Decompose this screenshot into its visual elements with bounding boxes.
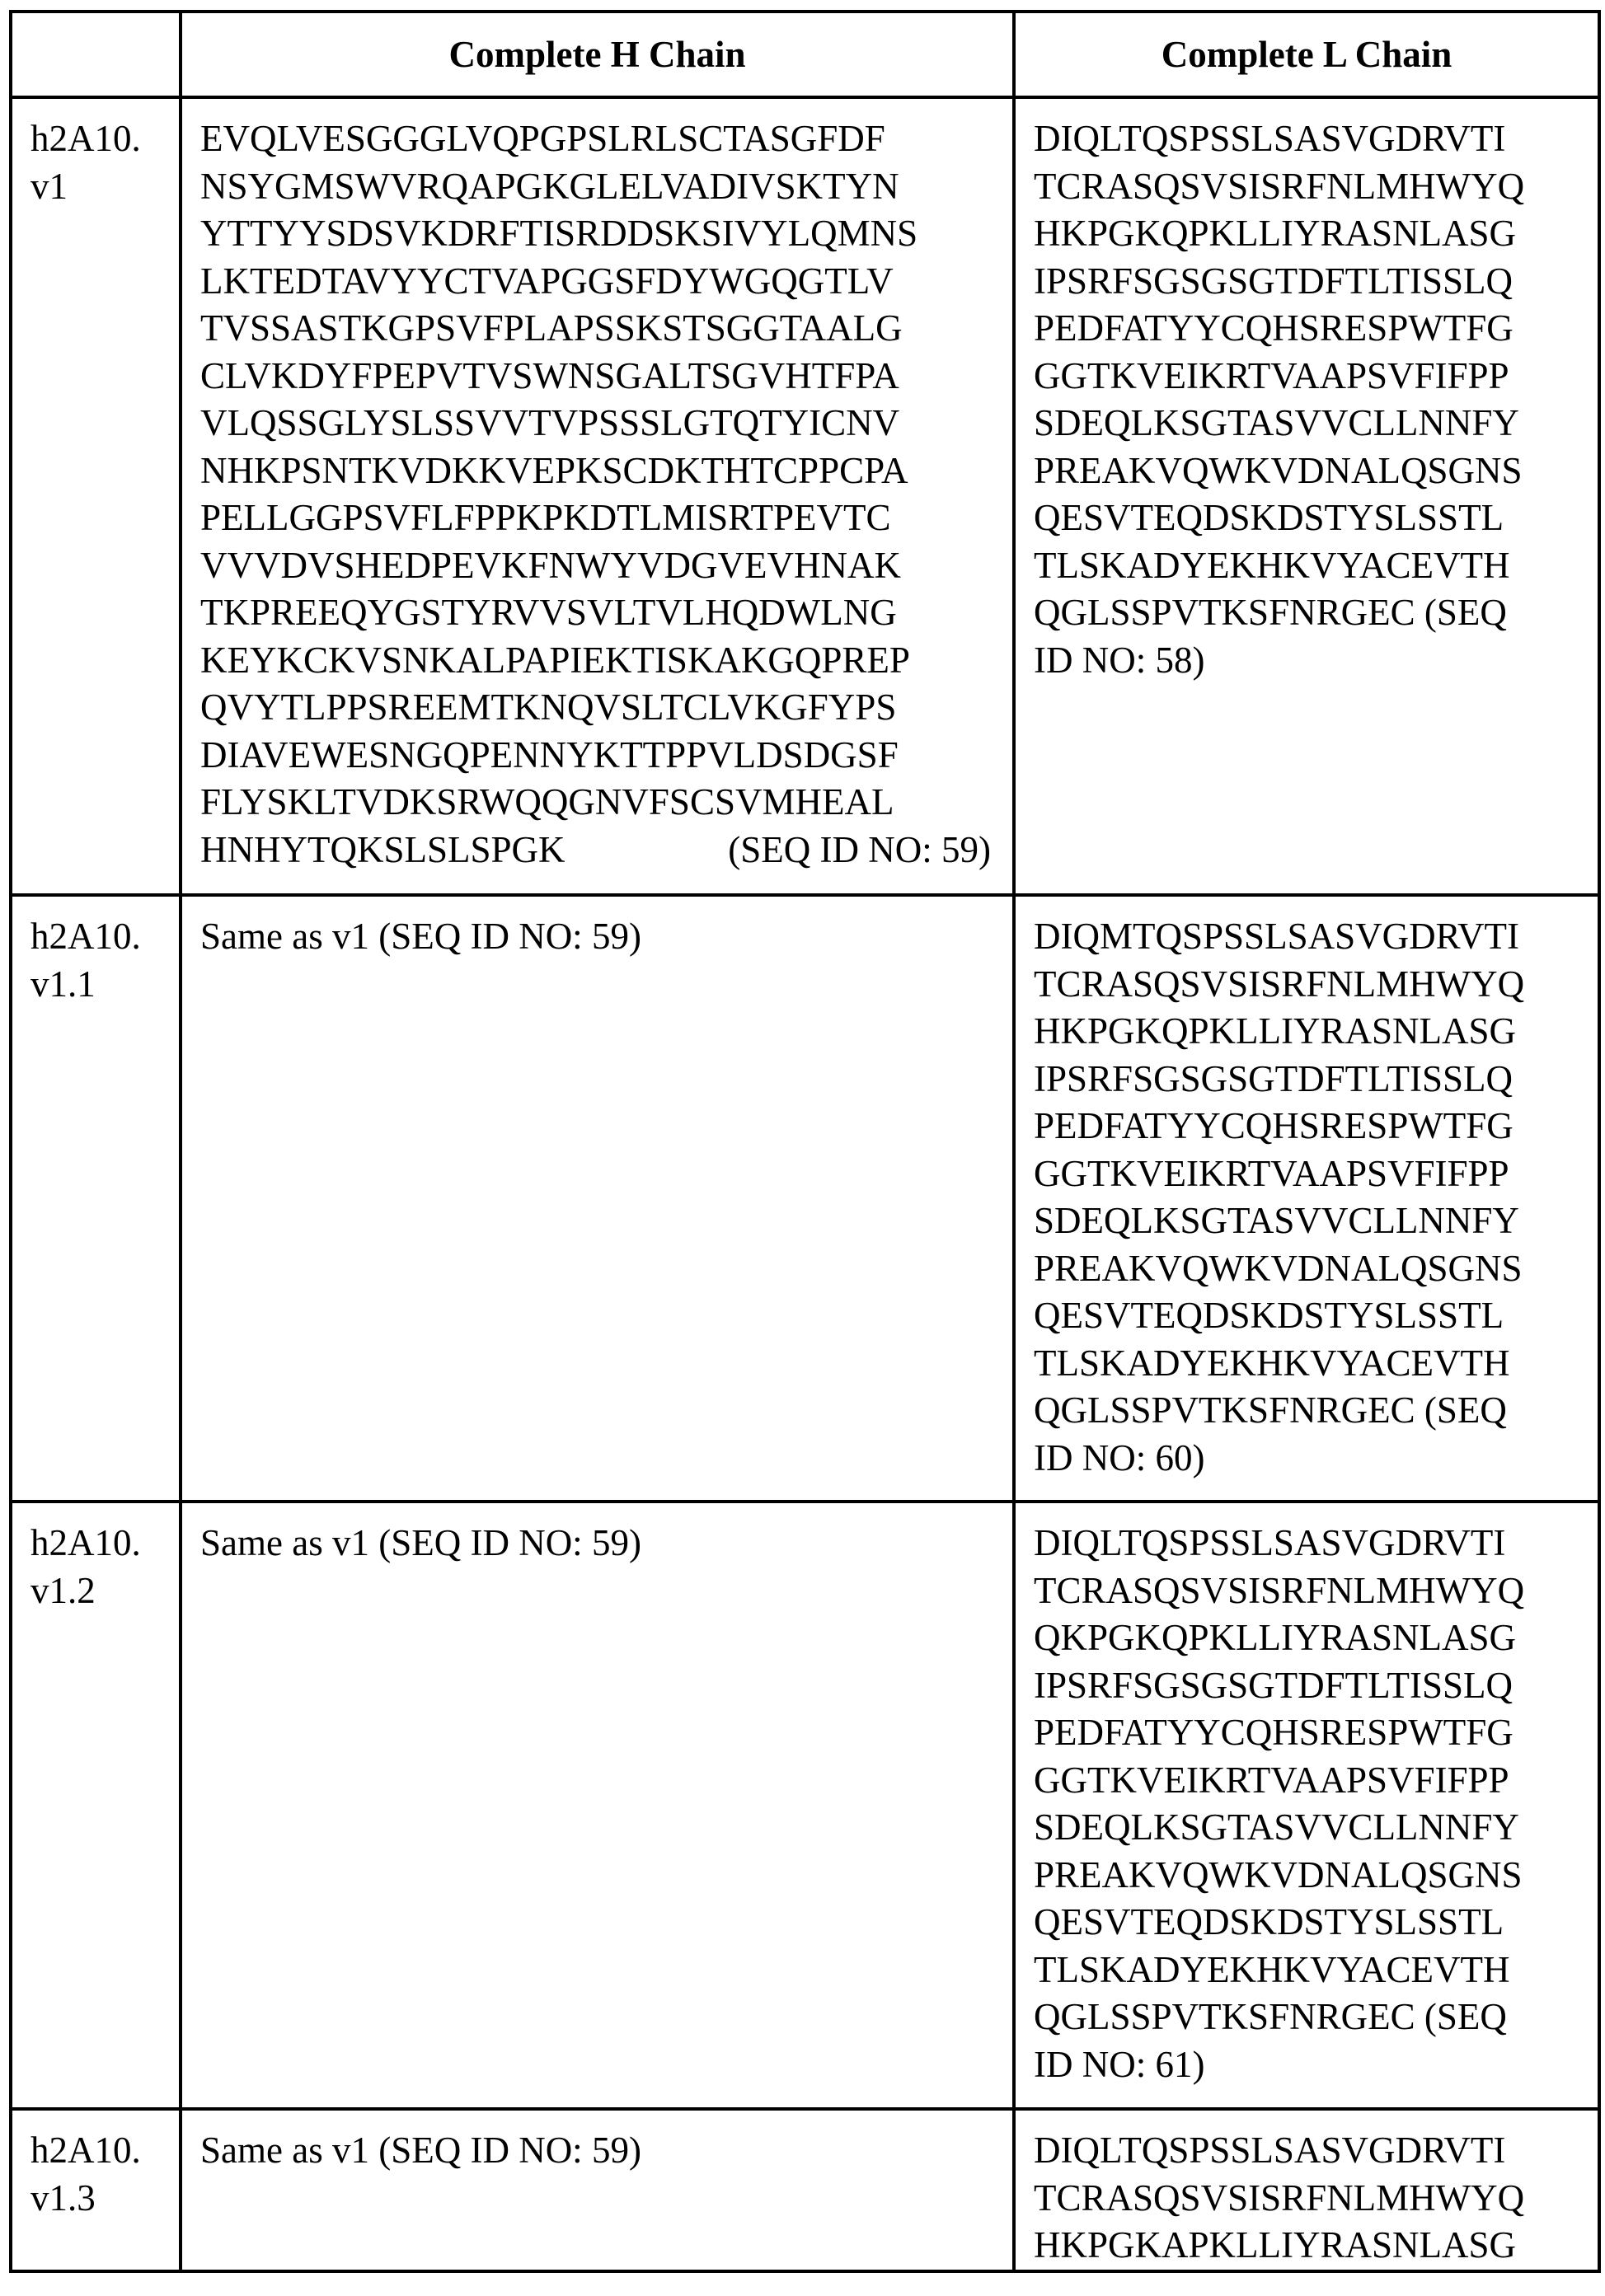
variant-label: v1.1 [31,963,96,1005]
sequence-line: PEDFATYYCQHSRESPWTFG [1034,1712,1513,1753]
sequence-line: TCRASQSVSISRFNLMHWYQ [1034,165,1525,207]
sequence-line: NSYGMSWVRQAPGKGLELVADIVSKTYN [200,165,899,207]
l-chain-cell [1014,1502,1599,2109]
sequence-line: IPSRFSGSGSGTDFTLTISSLQ [1034,260,1513,302]
sequence-last-line [200,827,996,874]
sequence-line: TCRASQSVSISRFNLMHWYQ [1034,1569,1525,1611]
l-chain-cell [1014,2109,1599,2271]
sequence-line: TLSKADYEKHKVYACEVTH [1034,1342,1510,1384]
sequence-line: QGLSSPVTKSFNRGEC (SEQ [1034,1996,1507,2037]
sequence-line: HKPGKQPKLLIYRASNLASG [1034,213,1517,254]
sequence-line: LKTEDTAVYYCTVAPGGSFDYWGQGTLV [200,260,894,302]
h-chain-cell [181,2109,1014,2271]
variant-label: h2A10. [31,1522,141,1563]
sequence-line: TCRASQSVSISRFNLMHWYQ [1034,2177,1525,2219]
sequence-line: DIQMTQSPSSLSASVGDRVTI [1034,916,1519,957]
sequence-line: HKPGKQPKLLIYRASNLASG [1034,1010,1517,1052]
sequence-line: QESVTEQDSKDSTYSLSSTL [1034,1295,1504,1336]
sequence-line: ID NO: 58) [1034,639,1205,681]
sequence-line: TLSKADYEKHKVYACEVTH [1034,544,1510,586]
sequence-line: PELLGGPSVFLFPPKPKDTLMISRTPEVTC [200,497,891,538]
sequence-line: QESVTEQDSKDSTYSLSSTL [1034,1901,1504,1942]
sequence-line: QGLSSPVTKSFNRGEC (SEQ [1034,1389,1507,1431]
sequence-line: FLYSKLTVDKSRWQQGNVFSCSVMHEAL [200,781,894,822]
sequence-line: GGTKVEIKRTVAAPSVFIFPP [1034,1152,1509,1194]
sequence-line: TVSSASTKGPSVFPLAPSSKSTSGGTAALG [200,307,903,349]
variant-cell [11,97,181,895]
sequence-line: TCRASQSVSISRFNLMHWYQ [1034,963,1525,1005]
sequence-line: CLVKDYFPEPVTVSWNSGALTSGVHTFPA [200,354,899,396]
sequence-line: PREAKVQWKVDNALQSGNS [1034,1247,1523,1289]
sequence-line: YTTYYSDSVKDRFTISRDDSKSIVYLQMNS [200,213,918,254]
variant-label: v1 [31,165,68,207]
table-row-v1-3 [11,2109,1599,2271]
sequence-line: DIQLTQSPSSLSASVGDRVTI [1034,118,1506,159]
sequence-line: QESVTEQDSKDSTYSLSSTL [1034,497,1504,538]
variant-label: v1.2 [31,1569,96,1611]
variant-cell [11,1502,181,2109]
sequence-line: QKPGKQPKLLIYRASNLASG [1034,1617,1517,1658]
variant-label: h2A10. [31,916,141,957]
sequence-line: SDEQLKSGTASVVCLLNNFY [1034,1200,1519,1241]
sequence-line: GGTKVEIKRTVAAPSVFIFPP [1034,354,1509,396]
variant-label: h2A10. [31,118,141,159]
sequence-line: GGTKVEIKRTVAAPSVFIFPP [1034,1759,1509,1801]
sequence-line: DIQLTQSPSSLSASVGDRVTI [1034,1522,1506,1563]
sequence-line: QVYTLPPSREEMTKNQVSLTCLVKGFYPS [200,686,897,728]
table-row-v1-2 [11,1502,1599,2109]
header-row [11,12,1599,97]
seq-id-label: (SEQ ID NO: 59) [728,828,991,870]
same-as-note: Same as v1 (SEQ ID NO: 59) [200,1522,641,1563]
header-h-chain: Complete H Chain [181,12,1014,97]
sequence-line: IPSRFSGSGSGTDFTLTISSLQ [1034,1664,1513,1706]
h-chain-cell [181,97,1014,895]
sequence-table [9,10,1601,2273]
sequence-line: QGLSSPVTKSFNRGEC (SEQ [1034,592,1507,633]
sequence-line: IPSRFSGSGSGTDFTLTISSLQ [1034,1057,1513,1099]
h-chain-cell [181,1502,1014,2109]
sequence-line: KEYKCKVSNKALPAPIEKTISKAKGQPREP [200,639,910,681]
same-as-note: Same as v1 (SEQ ID NO: 59) [200,916,641,957]
header-variant [11,12,181,97]
sequence-line: PREAKVQWKVDNALQSGNS [1034,449,1523,491]
variant-cell [11,895,181,1502]
l-chain-cell [1014,895,1599,1502]
l-chain-cell [1014,97,1599,895]
h-chain-cell [181,895,1014,1502]
sequence-line: EVQLVESGGGLVQPGPSLRLSCTASGFDF [200,118,885,159]
variant-label: h2A10. [31,2130,141,2171]
same-as-note: Same as v1 (SEQ ID NO: 59) [200,2130,641,2171]
sequence-line: VLQSSGLYSLSSVVTVPSSSLGTQTYICNV [200,402,900,443]
sequence-line: DIQLTQSPSSLSASVGDRVTI [1034,2130,1506,2171]
sequence-line: HKPGKAPKLLIYRASNLASG [1034,2224,1517,2266]
sequence-line: PEDFATYYCQHSRESPWTFG [1034,1105,1513,1146]
sequence-line: TLSKADYEKHKVYACEVTH [1034,1948,1510,1990]
sequence-line: DIAVEWESNGQPENNYKTTPPVLDSDGSF [200,733,899,775]
variant-label: v1.3 [31,2177,96,2219]
sequence-line: ID NO: 60) [1034,1436,1205,1478]
header-l-chain: Complete L Chain [1014,12,1599,97]
sequence-line: SDEQLKSGTASVVCLLNNFY [1034,402,1519,443]
sequence-line: ID NO: 61) [1034,2043,1205,2085]
sequence-line: TKPREEQYGSTYRVVSVLTVLHQDWLNG [200,592,897,633]
table-row-v1 [11,97,1599,895]
table-row-v1-1 [11,895,1599,1502]
sequence-line: VVVDVSHEDPEVKFNWYVDGVEVHNAK [200,544,901,586]
sequence-line: PEDFATYYCQHSRESPWTFG [1034,307,1513,349]
sequence-line: PREAKVQWKVDNALQSGNS [1034,1853,1523,1895]
sequence-line: HNHYTQKSLSLSPGK [200,828,566,870]
sequence-line: NHKPSNTKVDKKVEPKSCDKTHTCPPCPA [200,449,908,491]
variant-cell [11,2109,181,2271]
sequence-line: SDEQLKSGTASVVCLLNNFY [1034,1806,1519,1848]
